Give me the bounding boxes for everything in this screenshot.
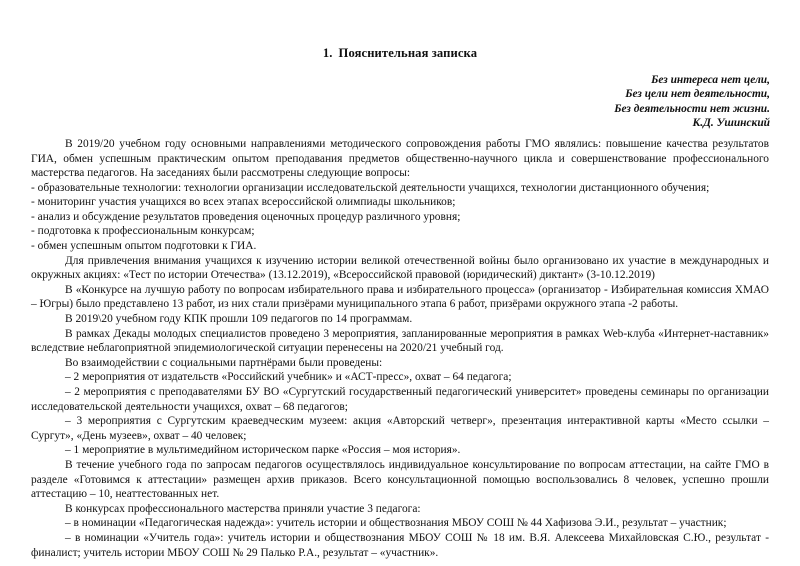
paragraph-actions: Для привлечения внимания учащихся к изучению истории великой отечественной войны было организовано их участие в международных и окружных акциях: «Тест по истории Отечества» (13.12.2019), «Всероссийской правовой (юридический) диктант» (3-10.12.2019) — [31, 254, 769, 282]
list-item-mastery-1: – в номинации «Педагогическая надежда»: учитель истории и обществознания МБОУ СОШ № 44 Хафизова Э.И., результат – участник; — [65, 517, 727, 530]
list-item-partner-1: – 2 мероприятия от издательств «Российский учебник» и «АСТ-пресс», охват – 64 педагога; — [65, 371, 512, 384]
epigraph-line: Без деятельности нет жизни. — [614, 102, 770, 115]
list-item-bullet-1: - образовательные технологии: технологии организации исследовательской деятельности учащихся, технологии дистанционного обучения; — [31, 181, 710, 194]
epigraph-line: Без цели нет деятельности, — [625, 88, 770, 101]
document-body — [0, 137, 800, 560]
paragraph-mastery-intro: В конкурсах профессионального мастерства приняли участие 3 педагога: — [65, 502, 421, 515]
heading-body-gap — [0, 130, 800, 137]
paragraph-partners-intro: Во взаимодействии с социальными партнёрами были проведены: — [65, 356, 383, 369]
paragraph-decade: В рамках Декады молодых специалистов проведено 3 мероприятия, запланированные мероприятия в рамках Web-клуба «Интернет-наставник» вследствие неблагоприятной эпидемиологической ситуации перенесены на 2020/21 учебный год. — [31, 327, 769, 355]
list-item-mastery-2: – в номинации «Учитель года»: учитель истории и обществознания МБОУ СОШ № 18 им. В.Я. Алексеева Михайловская С.Ю., результат - финалист; учитель истории МБОУ СОШ № 29 Палько Р.А., результат – «участник». — [31, 531, 769, 559]
list-item-partner-2: – 2 мероприятия с преподавателями БУ ВО «Сургутский государственный педагогический университет» проведены семинары по организации исследовательской деятельности учащихся, охват – 68 педагогов; — [31, 386, 769, 413]
list-item-bullet-5: - обмен успешным опытом подготовки к ГИА. — [31, 240, 257, 253]
epigraph-line: Без интереса нет цели, — [651, 74, 770, 87]
page-title-number: 1. — [322, 46, 333, 60]
epigraph — [0, 61, 800, 130]
list-item-bullet-4: - подготовка к профессиональным конкурсам; — [31, 225, 255, 238]
paragraph-contest: В «Конкурсе на лучшую работу по вопросам избирательного права и избирательного процесса» (организатор - Избирательная комиссия ХМАО – Югры) было представлено 13 работ, из них стали призёрами муниципального этапа 6 работ, призёрами окружного этапа -2 работы. — [31, 283, 769, 311]
page-title-text: Пояснительная записка — [338, 46, 478, 60]
paragraph-kpk: В 2019\20 учебном году КПК прошли 109 педагогов по 14 программам. — [65, 313, 413, 326]
list-item-bullet-2: - мониторинг участия учащихся во всех этапах всероссийской олимпиады школьников; — [31, 196, 456, 209]
epigraph-author: К.Д. Ушинский — [692, 116, 770, 129]
list-item-partner-3: – 3 мероприятия с Сургутским краеведческим музеем: акция «Авторский четверг», презентация интерактивной карты «Место ссылки – Сургут», «День музеев», охват – 40 человек; — [31, 415, 769, 442]
list-item-partner-4: – 1 мероприятие в мультимедийном историческом парке «Россия – моя история». — [65, 444, 461, 457]
paragraph-intro: В 2019/20 учебном году основными направлениями методического сопровождения работы ГМО являлись: повышение качества результатов ГИА, обмен успешным практическим опытом преподавания предметов общественно-научного цикла и совершенствование профессионального мастерства педагогов. На заседаниях были рассмотрены следующие вопросы: — [31, 137, 769, 180]
list-item-bullet-3: - анализ и обсуждение результатов проведения оценочных процедур различного уровня; — [31, 210, 461, 223]
page-title — [0, 0, 800, 61]
paragraph-consulting: В течение учебного года по запросам педагогов осуществлялось индивидуальное консультирование по вопросам аттестации, на сайте ГМО в разделе «Готовимся к аттестации» размещен архив приказов. Всего консультационной помощью воспользовались 8 человек, успешно прошли аттестацию – 10, неаттестованных нет. — [31, 458, 769, 501]
